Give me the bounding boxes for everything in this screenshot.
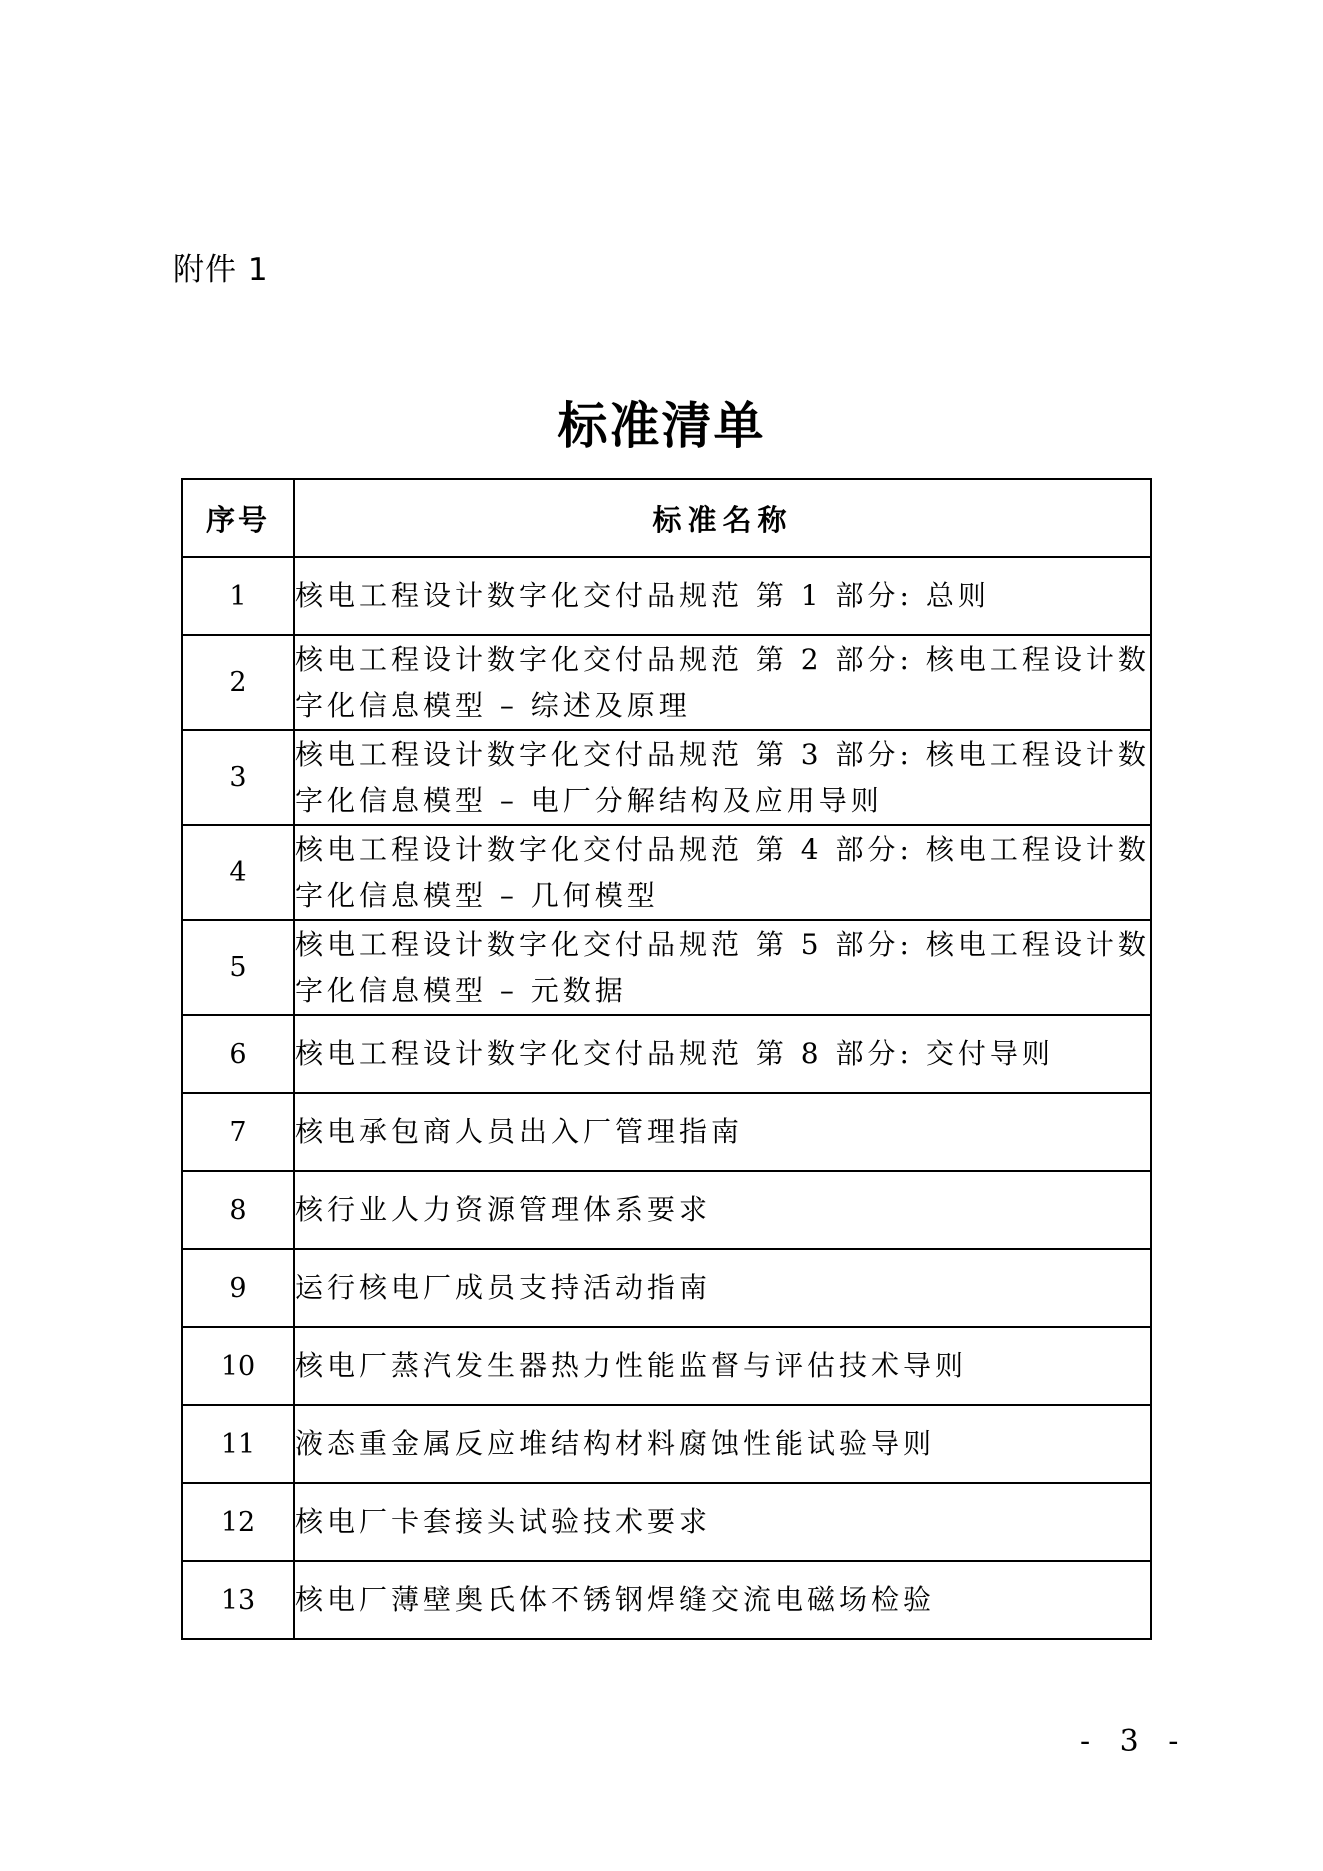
table-row bbox=[182, 825, 1151, 920]
row-standard-name: 核电厂薄壁奥氏体不锈钢焊缝交流电磁场检验 bbox=[294, 1561, 1151, 1639]
row-index: 10 bbox=[182, 1327, 294, 1405]
row-standard-name: 核电工程设计数字化交付品规范 第 1 部分: 总则 bbox=[294, 557, 1151, 635]
table-row bbox=[182, 1171, 1151, 1249]
table-row bbox=[182, 730, 1151, 825]
row-standard-name: 核电工程设计数字化交付品规范 第 8 部分: 交付导则 bbox=[294, 1015, 1151, 1093]
row-index: 6 bbox=[182, 1015, 294, 1093]
row-index: 4 bbox=[182, 825, 294, 920]
table-header-row bbox=[182, 479, 1151, 557]
row-standard-name: 核电厂卡套接头试验技术要求 bbox=[294, 1483, 1151, 1561]
table-row bbox=[182, 1249, 1151, 1327]
row-standard-name: 核电承包商人员出入厂管理指南 bbox=[294, 1093, 1151, 1171]
table-row bbox=[182, 1483, 1151, 1561]
row-index: 1 bbox=[182, 557, 294, 635]
row-index: 11 bbox=[182, 1405, 294, 1483]
row-standard-name: 核电工程设计数字化交付品规范 第 4 部分: 核电工程设计数字化信息模型 – 几何模型 bbox=[294, 825, 1151, 920]
row-standard-name: 运行核电厂成员支持活动指南 bbox=[294, 1249, 1151, 1327]
table-row bbox=[182, 920, 1151, 1015]
row-standard-name: 核行业人力资源管理体系要求 bbox=[294, 1171, 1151, 1249]
page-number: - 3 - bbox=[1080, 1724, 1189, 1759]
table-row bbox=[182, 635, 1151, 730]
standards-table bbox=[181, 478, 1152, 1640]
table-row bbox=[182, 1327, 1151, 1405]
table-row bbox=[182, 1561, 1151, 1639]
document-title: 标准清单 bbox=[557, 396, 766, 455]
column-header-name: 标准名称 bbox=[294, 479, 1151, 557]
row-standard-name: 液态重金属反应堆结构材料腐蚀性能试验导则 bbox=[294, 1405, 1151, 1483]
table-row bbox=[182, 1015, 1151, 1093]
attachment-label: 附件 1 bbox=[173, 252, 269, 288]
row-standard-name: 核电工程设计数字化交付品规范 第 5 部分: 核电工程设计数字化信息模型 – 元数据 bbox=[294, 920, 1151, 1015]
row-index: 8 bbox=[182, 1171, 294, 1249]
row-index: 3 bbox=[182, 730, 294, 825]
table-row bbox=[182, 1093, 1151, 1171]
row-index: 9 bbox=[182, 1249, 294, 1327]
row-index: 5 bbox=[182, 920, 294, 1015]
row-standard-name: 核电厂蒸汽发生器热力性能监督与评估技术导则 bbox=[294, 1327, 1151, 1405]
table-row bbox=[182, 557, 1151, 635]
row-index: 7 bbox=[182, 1093, 294, 1171]
column-header-index: 序号 bbox=[182, 479, 294, 557]
row-index: 12 bbox=[182, 1483, 294, 1561]
table-row bbox=[182, 1405, 1151, 1483]
row-standard-name: 核电工程设计数字化交付品规范 第 2 部分: 核电工程设计数字化信息模型 – 综述及原理 bbox=[294, 635, 1151, 730]
row-index: 2 bbox=[182, 635, 294, 730]
row-standard-name: 核电工程设计数字化交付品规范 第 3 部分: 核电工程设计数字化信息模型 – 电厂分解结构及应用导则 bbox=[294, 730, 1151, 825]
row-index: 13 bbox=[182, 1561, 294, 1639]
